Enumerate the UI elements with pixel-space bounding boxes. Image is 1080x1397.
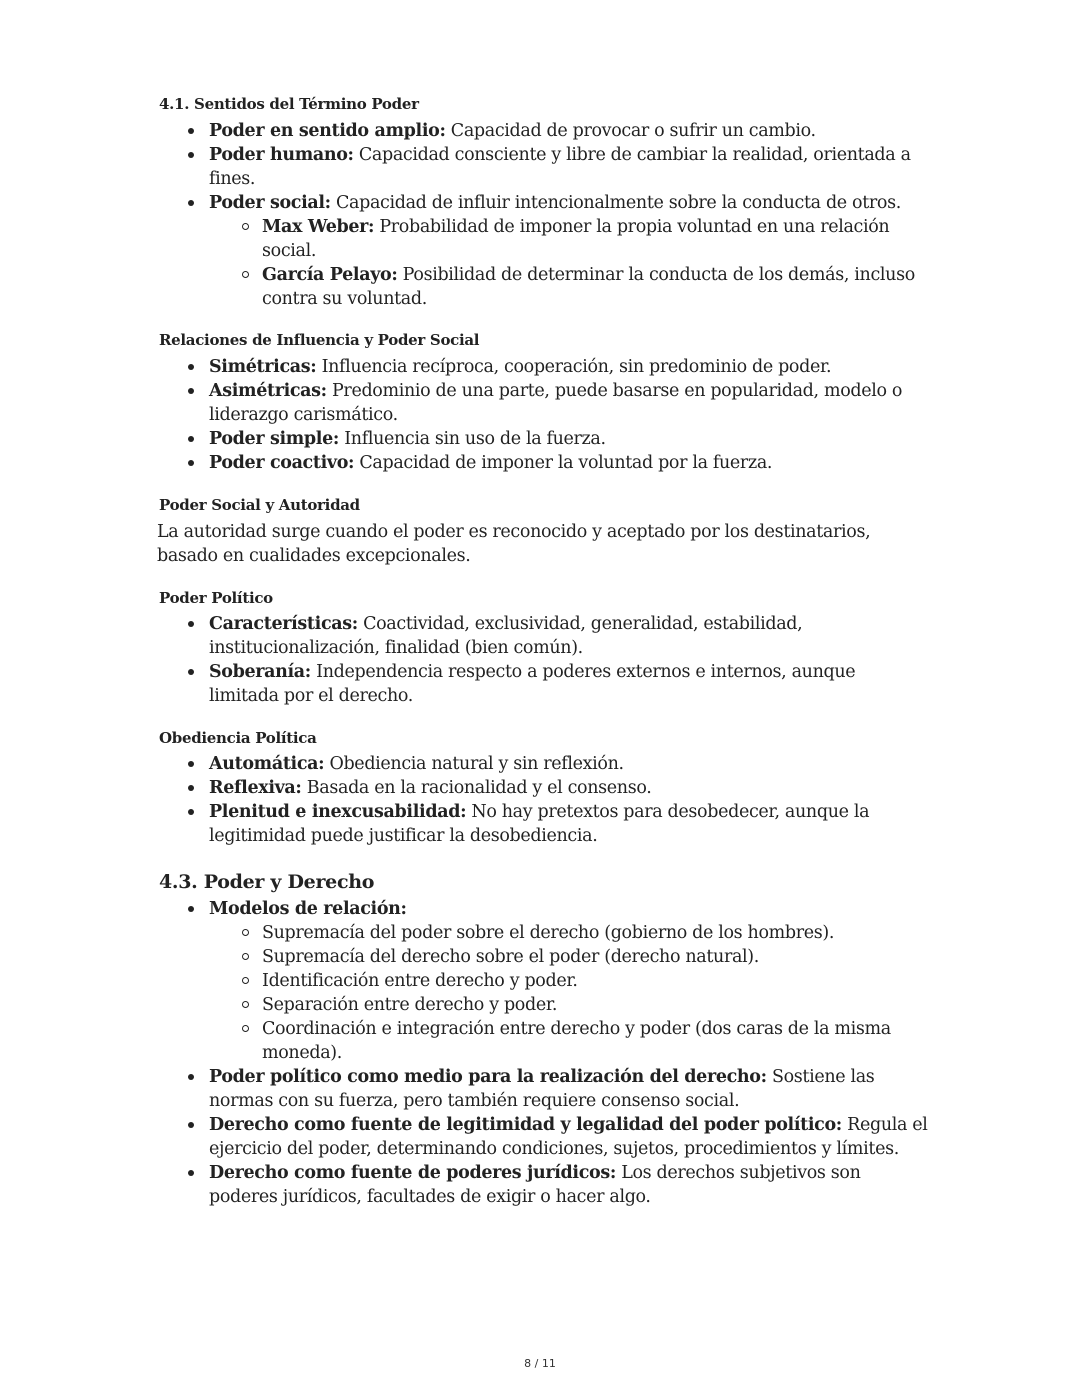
section-heading-sentidos: 4.1. Sentidos del Término Poder	[159, 95, 419, 113]
list-item: Modelos de relación: Supremacía del poder sobre el derecho (gobierno de los hombres). Supremacía del derecho sobre el poder (derecho natural). Identificación entre derecho y poder. Separación entre derecho y poder. Coordinación e integración entre derecho y poder (dos caras de la misma moneda).	[209, 897, 929, 1065]
list-item: Poder simple: Influencia sin uso de la fuerza.	[209, 427, 929, 451]
sublist-item: Max Weber: Probabilidad de imponer la propia voluntad en una relación social.	[262, 215, 929, 263]
list-item: Plenitud e inexcusabilidad: No hay pretextos para desobedecer, aunque la legitimidad puede justificar la desobediencia.	[209, 800, 929, 848]
section-heading-poder-politico: Poder Político	[159, 589, 273, 607]
list-item: Simétricas: Influencia recíproca, cooperación, sin predominio de poder.	[209, 355, 929, 379]
term: Poder en sentido amplio:	[209, 121, 446, 141]
list-item: Asimétricas: Predominio de una parte, puede basarse en popularidad, modelo o liderazgo carismático.	[209, 379, 929, 427]
sublist-item: Coordinación e integración entre derecho y poder (dos caras de la misma moneda).	[262, 1017, 929, 1065]
list-item: Poder humano: Capacidad consciente y libre de cambiar la realidad, orientada a fines.	[209, 143, 929, 191]
list-obediencia	[209, 752, 929, 848]
list-item: Poder en sentido amplio: Capacidad de provocar o sufrir un cambio.	[209, 119, 929, 143]
list-poder-politico	[209, 612, 929, 708]
list-item: Poder político como medio para la realización del derecho: Sostiene las normas con su fuerza, pero también requiere consenso social.	[209, 1065, 929, 1113]
list-sentidos	[209, 119, 929, 311]
list-item: Características: Coactividad, exclusividad, generalidad, estabilidad, institucionalización, finalidad (bien común).	[209, 612, 929, 660]
section-heading-obediencia: Obediencia Política	[159, 729, 317, 747]
list-relaciones	[209, 355, 929, 475]
sublist-item: Identificación entre derecho y poder.	[262, 969, 929, 993]
list-item: Reflexiva: Basada en la racionalidad y el consenso.	[209, 776, 929, 800]
list-item: Poder social: Capacidad de influir intencionalmente sobre la conducta de otros. Max Weber: Probabilidad de imponer la propia voluntad en una relación social. García Pelayo: Posibilidad de determinar la conducta de los demás, incluso contra su voluntad.	[209, 191, 929, 311]
list-item: Derecho como fuente de legitimidad y legalidad del poder político: Regula el ejercicio del poder, determinando condiciones, sujetos, procedimientos y límites.	[209, 1115, 928, 1159]
sublist-item: Separación entre derecho y poder.	[262, 993, 929, 1017]
page-indicator: 8 / 11	[524, 1357, 556, 1370]
list-item: Soberanía: Independencia respecto a poderes externos e internos, aunque limitada por el derecho.	[209, 660, 929, 708]
section-heading-autoridad: Poder Social y Autoridad	[159, 496, 360, 514]
paragraph-autoridad: La autoridad surge cuando el poder es reconocido y aceptado por los destinatarios, basado en cualidades excepcionales.	[157, 522, 871, 566]
list-poder-derecho	[209, 897, 929, 1209]
section-heading-relaciones: Relaciones de Influencia y Poder Social	[159, 331, 480, 349]
sublist-item: Supremacía del derecho sobre el poder (derecho natural).	[262, 945, 929, 969]
list-item: Automática: Obediencia natural y sin reflexión.	[209, 752, 929, 776]
section-heading-poder-derecho: 4.3. Poder y Derecho	[159, 871, 375, 893]
term: Poder humano:	[209, 145, 354, 165]
list-item: Derecho como fuente de poderes jurídicos: Los derechos subjetivos son poderes jurídicos, facultades de exigir o hacer algo.	[209, 1161, 929, 1209]
sublist-item: García Pelayo: Posibilidad de determinar la conducta de los demás, incluso contra su voluntad.	[262, 263, 929, 311]
sublist-modelos	[209, 921, 929, 1065]
sublist	[209, 215, 929, 311]
list-item: Poder coactivo: Capacidad de imponer la voluntad por la fuerza.	[209, 451, 929, 475]
term: Poder social:	[209, 193, 331, 213]
sublist-item: Supremacía del poder sobre el derecho (gobierno de los hombres).	[262, 921, 929, 945]
